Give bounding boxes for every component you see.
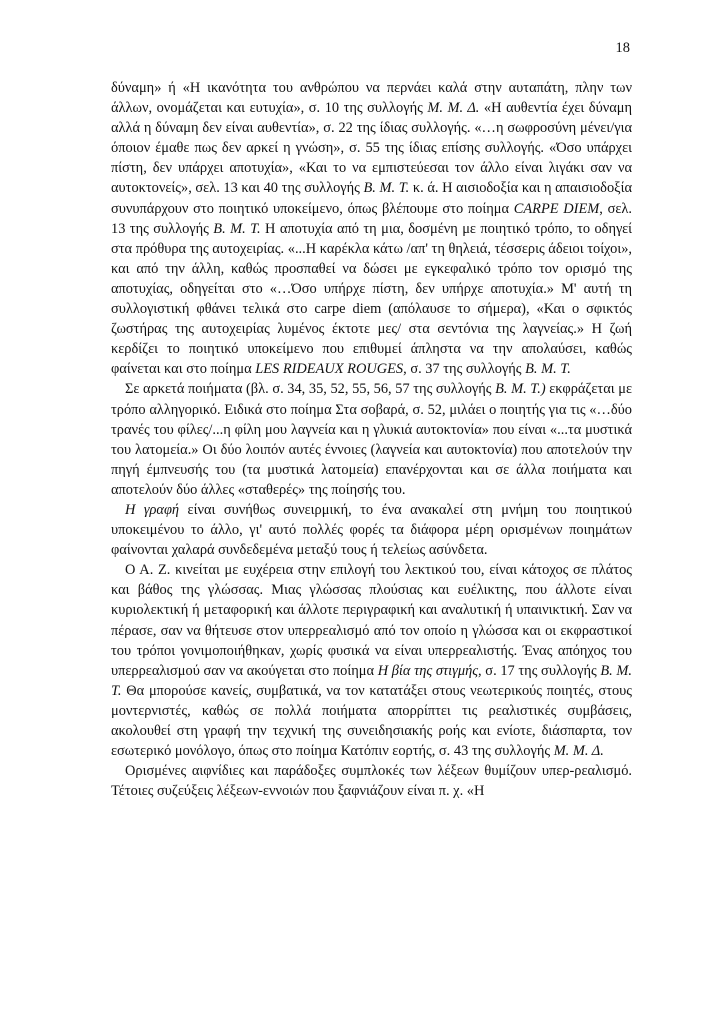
- body-text: [111, 78, 632, 801]
- italic-text-run: CARPE DIEM: [513, 200, 600, 217]
- italic-text-run: Β. Μ. Τ.): [495, 381, 546, 398]
- text-run: Ο Α. Ζ. κινείται με ευχέρεια στην επιλογή του λεκτικού του, είναι κάτοχος σε πλάτος και βάθος της γλώσσας. Μιας γλώσσας πλούσιας και ευέλικτης, που άλλοτε είναι κυριολεκτική ή μεταφορική και άλλοτε περιγραφική και αναλυτική ή υπαινικτική. Σαν να πέρασε, σαν να θήτευσε στον υπερρεαλισμό από τον οποίο η γλώσσα και οι εκφραστικοί του τρόποι γονιμοποιήθηκαν, χωρίς φυσικά να είναι υπερρεαλιστής. Ένας απόηχος του υπερρεαλισμού σαν να ακούγεται στο ποίημα: [111, 562, 632, 679]
- page-number: 18: [615, 40, 630, 56]
- italic-text-run: Β. Μ. Τ.: [525, 361, 571, 378]
- italic-text-run: Β. Μ. Τ.: [111, 662, 632, 699]
- text-run: δύναμη» ή «Η ικανότητα του ανθρώπου να περνάει καλά στην αυταπάτη, πλην των άλλων, ονομάζεται και ευτυχία», σ. 10 της συλλογής: [111, 80, 632, 117]
- text-run: «Η αυθεντία έχει δύναμη αλλά η δύναμη δεν είναι αυθεντία», σ. 22 της ίδιας συλλογής. «…η σωφροσύνη μένει/για όποιον έμαθε πως δεν αρκεί η γνώση», σ. 55 της ίδιας επίσης συλλογής. «Όσο υπάρχει πίστη, δεν υπάρχει αποτυχία», «Και το να εμπιστεύεσαι τον άλλο είναι λιγάκι σαν να αυτοκτονείς», σελ. 13 και 40 της συλλογής: [111, 100, 632, 197]
- italic-text-run: Β. Μ. Τ.: [213, 220, 261, 237]
- paragraph: [111, 379, 632, 500]
- italic-text-run: Η γραφή: [125, 501, 180, 518]
- text-run: Η αποτυχία από τη μια, δοσμένη με ποιητικό τρόπο, το οδηγεί στα πρόθυρα της αυτοχειρίας. «...Η καρέκλα κάτω /απ' τη θηλειά, τέσσερις άδειοι τοίχοι», και από την άλλη, καθώς προσπαθεί να δώσει με εγκεφαλικό τρόπο τον ορισμό της αποτυχίας, οδηγείται στο «…Όσο υπήρχε πίστη, δεν υπήρχε αποτυχία.» Μ' αυτή τη συλλογιστική φθάνει τελικά στο carpe diem (απόλαυσε το σήμερα), «Και ο σφικτός ζωστήρας της αυτοχειρίας λυμένος έκτοτε μες/ στα σεντόνια της λαγνείας.» Η ζωή κερδίζει το ποιητικό υποκείμενο που επιθυμεί άπληστα να την απολαύσει, καθώς φαίνεται και στο ποίημα: [111, 220, 633, 378]
- text-run: Ορισμένες αιφνίδιες και παράδοξες συμπλοκές των λέξεων θυμίζουν υπερ-ρεαλισμό. Τέτοιες συζεύξεις λέξεων-εννοιών που ξαφνιάζουν είναι π. χ. «Η: [111, 763, 632, 800]
- text-run: , σ. 17 της συλλογής: [478, 662, 601, 679]
- paragraph: [111, 500, 632, 560]
- text-run: κ. ά. Η αισιοδοξία και η απαισιοδοξία συνυπάρχουν στο ποιητικό υποκείμενο, όπως βλέπουμε στο ποίημα: [111, 180, 632, 217]
- paragraph: [111, 761, 632, 801]
- paragraph: [111, 560, 632, 761]
- italic-text-run: Β. Μ. Τ.: [363, 180, 410, 197]
- italic-text-run: LES RIDEAUX ROUGES: [255, 361, 404, 378]
- text-run: Σε αρκετά ποιήματα (βλ. σ. 34, 35, 52, 55, 56, 57 της συλλογής: [125, 381, 496, 398]
- text-run: Θα μπορούσε κανείς, συμβατικά, να τον κατατάξει στους νεωτερικούς ποιητές, στους μοντερνιστές, καθώς σε πολλά ποιήματα απορρίπτει τις ρεαλιστικές συμβάσεις, ακολουθεί στη γραφή την τεχνική της συνειδησιακής ροής και ενίοτε, διάσπαρτα, τον εσωτερικό μονόλογο, όπως στο ποίημα Κατόπιν εορτής, σ. 43 της συλλογής: [111, 682, 632, 760]
- text-run: είναι συνήθως συνειρμική, το ένα ανακαλεί στη μνήμη του ποιητικού υποκειμένου το άλλο, γι' αυτό πολλές φορές τα διάφορα μέρη ορισμένων ποιημάτων φαίνονται χαλαρά συνδεδεμένα μεταξύ τους ή τελείως ασύνδετα.: [111, 501, 632, 559]
- italic-text-run: Μ. Μ. Δ.: [427, 100, 480, 117]
- text-run: , σ. 37 της συλλογής: [403, 361, 526, 378]
- paragraph: [111, 78, 632, 379]
- italic-text-run: Η βία της στιγμής: [377, 662, 479, 679]
- text-run: εκφράζεται με τρόπο αλληγορικό. Ειδικά στο ποίημα Στα σοβαρά, σ. 52, μιλάει ο ποιητής για τις «…δύο τρανές του φίλες/...η φίλη μου λαγνεία και η γλυκιά αυτοκτονία» που είναι «...τα μυστικά του λατομεία.» Οι δύο λοιπόν αυτές έννοιες (λαγνεία και αυτοκτονία) που αποτελούν την πηγή έμπνευσής του (τα μυστικά λατομεία) επανέρχονται και σε άλλα ποιήματα και αποτελούν δύο άλλες «σταθερές» της ποίησής του.: [111, 381, 632, 498]
- italic-text-run: Μ. Μ. Δ.: [553, 743, 604, 760]
- text-run: , σελ. 13 της συλλογής: [111, 200, 632, 237]
